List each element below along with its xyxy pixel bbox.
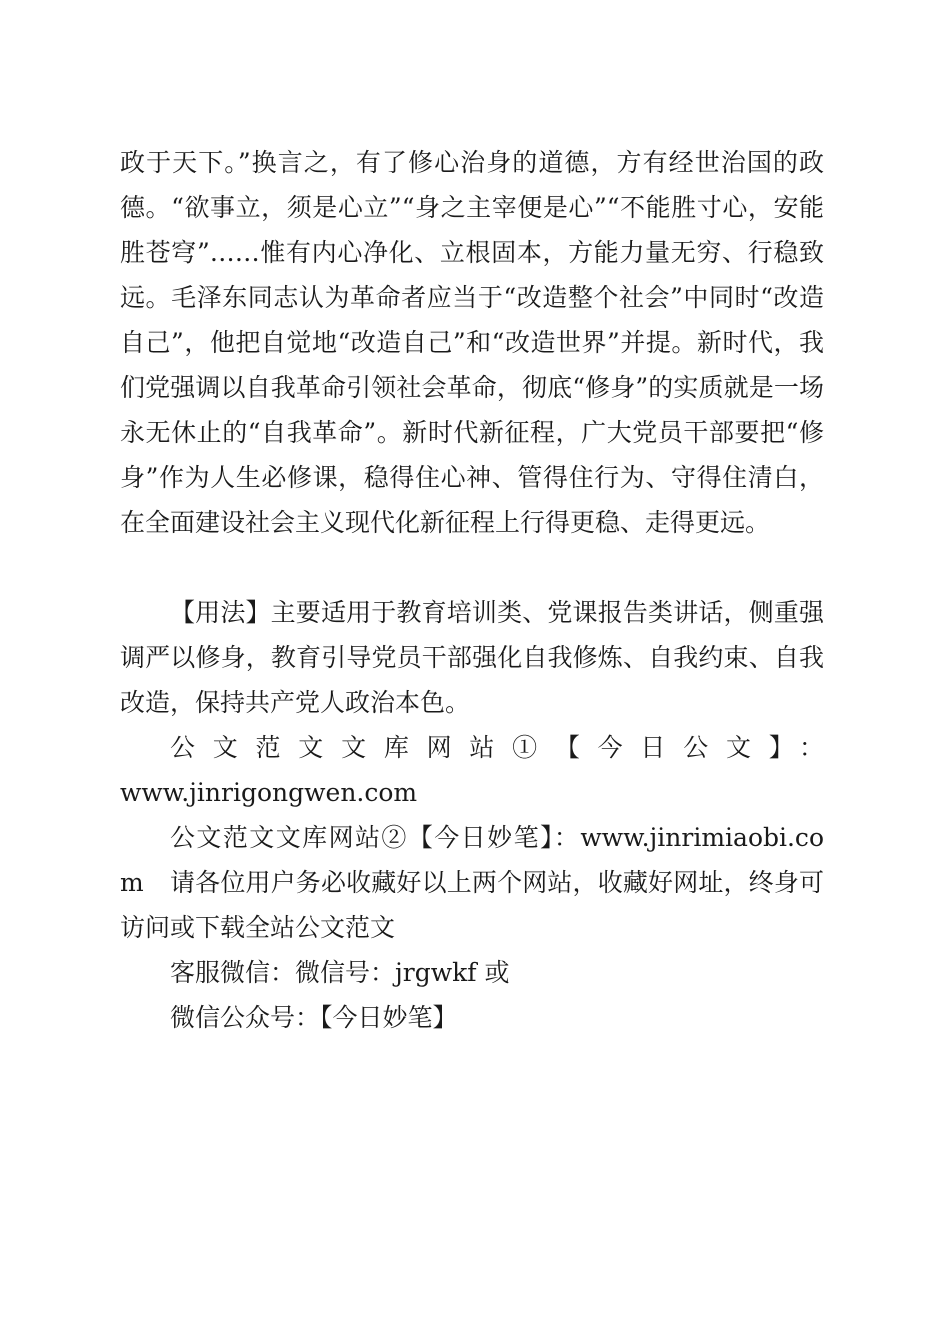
body-paragraph-1 xyxy=(120,140,824,545)
usage-paragraph xyxy=(120,590,824,725)
site-2-line[interactable]: 公文范文文库网站②【今日妙笔】：www.jinrimiaobi.com xyxy=(120,823,824,897)
site-1-label: 公文范文文库网站①【今日公文】： xyxy=(170,733,824,762)
service-wechat-text: 客服微信：微信号：jrgwkf 或 xyxy=(170,958,510,987)
notice-text: 请各位用户务必收藏好以上两个网站，收藏好网址，终身可访问或下载全站公文范文 xyxy=(120,868,824,942)
official-account-block xyxy=(120,995,824,1040)
official-account-text: 微信公众号：【今日妙笔】 xyxy=(170,1003,458,1032)
site-1-block xyxy=(120,725,824,815)
notice-block xyxy=(120,860,824,950)
site-1-url[interactable]: www.jinrigongwen.com xyxy=(120,778,418,807)
service-wechat-block xyxy=(120,950,824,995)
paragraph-text: 【用法】主要适用于教育培训类、党课报告类讲话，侧重强调严以修身，教育引导党员干部强化自我修炼、自我约束、自我改造，保持共产党人政治本色。 xyxy=(120,598,824,717)
paragraph-text: 政于天下。”换言之，有了修心治身的道德，方有经世治国的政德。“欲事立，须是心立”“身之主宰便是心”“不能胜寸心，安能胜苍穹”……惟有内心净化、立根固本，方能力量无穷、行稳致远。毛泽东同志认为革命者应当于“改造整个社会”中同时“改造自己”，他把自觉地“改造自己”和“改造世界”并提。新时代，我们党强调以自我革命引领社会革命，彻底“修身”的实质就是一场永无休止的“自我革命”。新时代新征程，广大党员干部要把“修身”作为人生必修课，稳得住心神、管得住行为、守得住清白，在全面建设社会主义现代化新征程上行得更稳、走得更远。 xyxy=(120,148,824,537)
